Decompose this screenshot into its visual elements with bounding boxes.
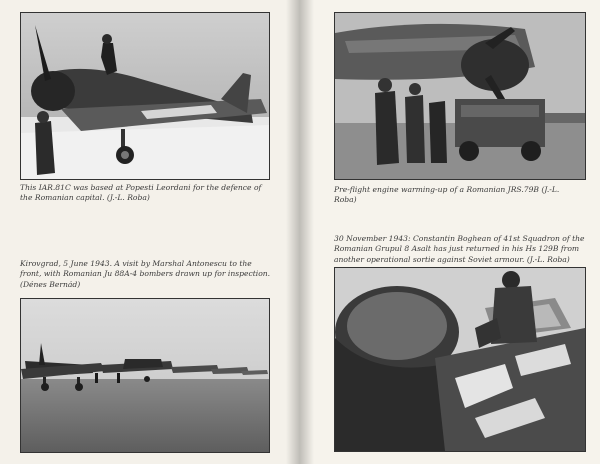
photo-hs129b-pilot <box>334 267 586 452</box>
right-page <box>300 0 600 464</box>
photo-ju88-lineup <box>20 298 270 453</box>
caption-iar81c: This IAR.81C was based at Popesti Leordani for the defence of the Romanian capital. (J.-L. Roba) <box>20 183 262 203</box>
photo-jrs79b-engine-warmup <box>334 12 586 180</box>
gutter-shadow <box>300 0 314 464</box>
caption-jrs79b: Pre-flight engine warming-up of a Romanian JRS.79B (J.-L. Roba) <box>334 185 560 205</box>
caption-kirovgrad: Kirovgrad, 5 June 1943. A visit by Marshal Antonescu to the front, with Romanian Ju 88A-4 bombers drawn up for inspection. (Dénes Bernád) <box>20 259 271 289</box>
caption-hs129b: 30 November 1943: Constantin Boghean of 41st Squadron of the Romanian Grupul 8 Asalt has just returned in his Hs 129B from another operational sortie against Soviet armour. (J.-L. Roba) <box>334 234 585 264</box>
gutter-shadow <box>286 0 300 464</box>
photo-iar81c-fighter <box>20 12 270 180</box>
